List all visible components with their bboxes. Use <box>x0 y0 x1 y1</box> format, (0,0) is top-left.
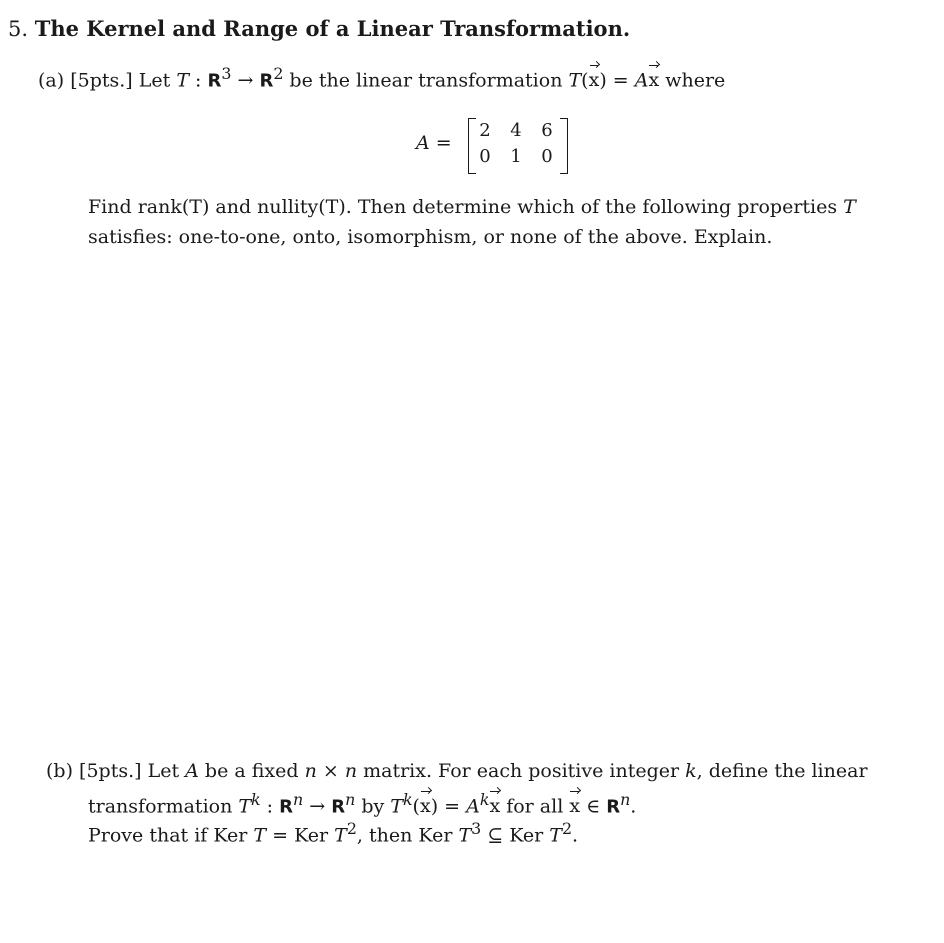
vector-x: x <box>588 69 600 92</box>
vector-x: x <box>489 795 501 818</box>
part-a-label: (a) <box>38 69 65 92</box>
part-a-points: [5pts.] <box>70 69 133 92</box>
matrix-cell: 4 <box>510 120 522 141</box>
problem-title-text: The Kernel and Range of a Linear Transformation. <box>34 16 631 41</box>
part-b-points: [5pts.] <box>79 760 142 782</box>
part-a-question-line-2: satisfies: one-to-one, onto, isomorphism, or none of the above. Explain. <box>88 226 773 248</box>
matrix-cell: 0 <box>541 146 553 167</box>
part-b-label: (b) <box>46 760 73 782</box>
vector-x: x <box>569 795 581 818</box>
vector-x: x <box>419 795 431 818</box>
matrix-a <box>468 118 568 174</box>
matrix-cell: 0 <box>479 146 491 167</box>
vector-x: x <box>648 69 660 92</box>
matrix-cell: 6 <box>541 120 553 141</box>
part-b-line-2: transformation $T^k$ : $R^n \to R^n$ by $T^k(x) = A^kx$ for all x ∈ $R^n$. <box>88 790 637 818</box>
problem-number: 5. <box>8 17 29 41</box>
part-a-intro: (a) [5pts.] Let T : $R^3 \to R^2$ be the linear transformation T(x) = Ax where <box>38 64 726 92</box>
matrix-cell: 1 <box>510 146 522 167</box>
problem-title <box>8 16 630 41</box>
matrix-cell: 2 <box>479 120 491 141</box>
part-b-line-3: Prove that if Ker T = Ker $T^2$, then Ker $T^3$ ⊆ Ker $T^2$. <box>88 819 579 847</box>
part-b-line-1: (b) [5pts.] Let A be a fixed n × n matrix. For each positive integer k, define the linear <box>46 760 868 782</box>
part-a-question-line-1: Find rank(T) and nullity(T). Then determine which of the following properties T <box>88 196 856 218</box>
matrix-label: A = <box>416 132 452 154</box>
